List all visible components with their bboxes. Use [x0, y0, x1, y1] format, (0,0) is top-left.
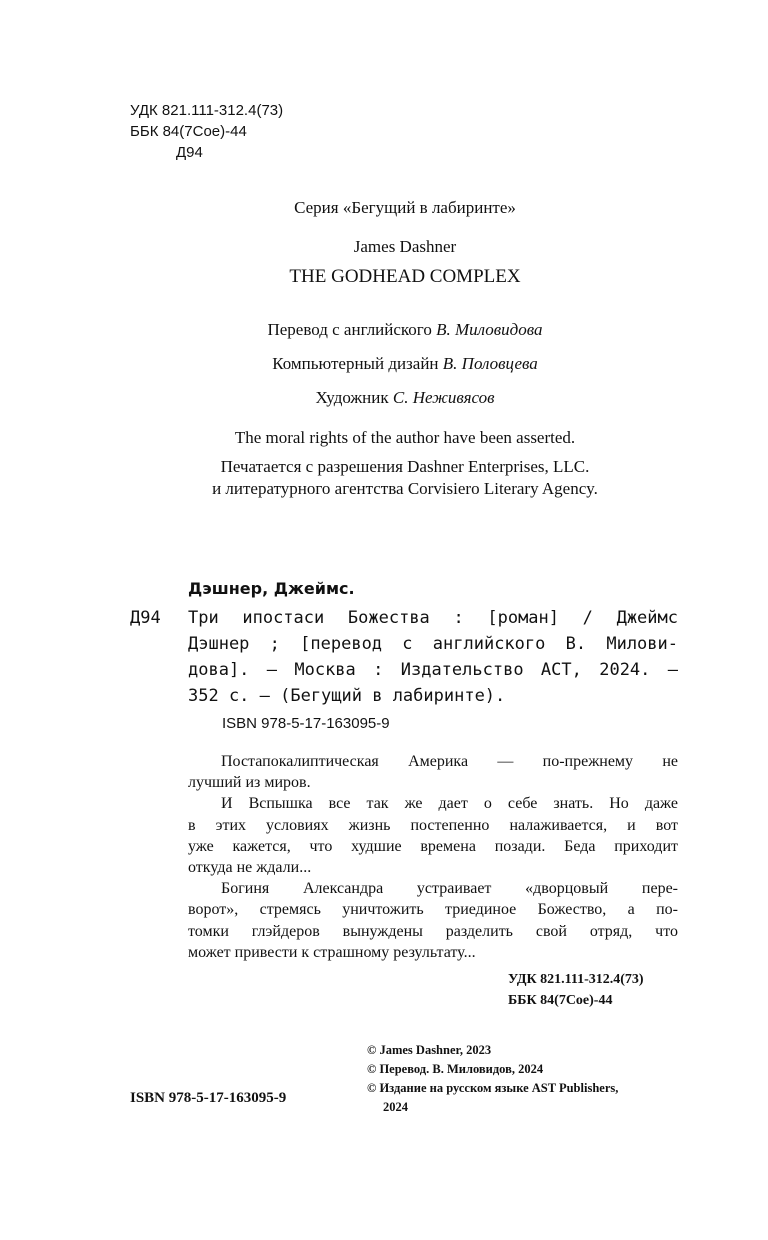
copyright-edition: © Издание на русском языке AST Publishers,	[367, 1081, 619, 1095]
annotation-line: в этих условиях жизнь постепенно налаживается, и вот	[188, 816, 678, 834]
credit-role: Компьютерный дизайн	[272, 354, 439, 373]
credit-name: В. Половцева	[442, 354, 538, 373]
moral-rights: The moral rights of the author have been asserted.	[234, 428, 576, 447]
bib-mark: Д94	[130, 608, 161, 628]
original-title: THE GODHEAD COMPLEX	[289, 266, 521, 287]
annotation-line: И Вспышка все так же дает о себе знать. Но даже	[221, 795, 678, 813]
permission-line-2: и литературного агентства Corvisiero Literary Agency.	[212, 479, 598, 498]
credit-role: Перевод с английского	[267, 320, 432, 339]
udk-code-bottom: УДК 821.111-312.4(73)	[508, 972, 644, 987]
bib-heading: Дэшнер, Джеймс.	[188, 579, 355, 598]
original-author: James Dashner	[353, 237, 457, 256]
annotation-line: томки глэйдеров вынуждены разделить свой отряд, что	[188, 922, 678, 940]
author-mark: Д94	[176, 144, 203, 161]
bib-isbn: ISBN 978-5-17-163095-9	[222, 715, 390, 732]
bib-line-3: дова]. — Москва : Издательство АСТ, 2024. —	[188, 660, 678, 680]
permission-line-1: Печатается с разрешения Dashner Enterprises, LLC.	[220, 457, 590, 476]
annotation-line: Богиня Александра устраивает «дворцовый пере-	[221, 880, 678, 898]
bib-line-4: 352 с. — (Бегущий в лабиринте).	[188, 686, 506, 706]
credit-name: С. Неживясов	[392, 388, 495, 407]
series-line: Серия «Бегущий в лабиринте»	[294, 198, 516, 217]
udk-code: УДК 821.111-312.4(73)	[130, 102, 284, 119]
copyright-translation: © Перевод. В. Миловидов, 2024	[367, 1062, 544, 1076]
credit-artist	[130, 387, 680, 409]
annotation-line: ворот», стремясь уничтожить триединое Божество, а по-	[188, 901, 678, 919]
bib-line-1: Три ипостаси Божества : [роман] / Джеймс	[188, 608, 678, 628]
copyright-edition-year: 2024	[383, 1100, 408, 1114]
credit-translator	[130, 319, 680, 341]
annotation-line: может привести к страшному результату...	[188, 943, 476, 961]
copyright-author: © James Dashner, 2023	[367, 1043, 492, 1057]
bbk-code-bottom: ББК 84(7Сое)-44	[508, 993, 613, 1008]
annotation-line: лучший из миров.	[188, 774, 311, 792]
bbk-code: ББК 84(7Сое)-44	[130, 123, 247, 140]
annotation	[188, 751, 678, 963]
annotation-line: уже кажется, что худшие времена позади. Беда приходит	[188, 837, 678, 855]
credit-designer	[130, 353, 680, 375]
bib-line-2: Дэшнер ; [перевод с английского В. Милови-	[188, 634, 678, 654]
annotation-line: откуда не ждали...	[188, 859, 312, 877]
credit-name: В. Миловидова	[436, 320, 543, 339]
isbn-bottom: ISBN 978-5-17-163095-9	[130, 1090, 287, 1106]
credit-role: Художник	[315, 388, 389, 407]
annotation-line: Постапокалиптическая Америка — по-прежнему не	[221, 753, 678, 770]
